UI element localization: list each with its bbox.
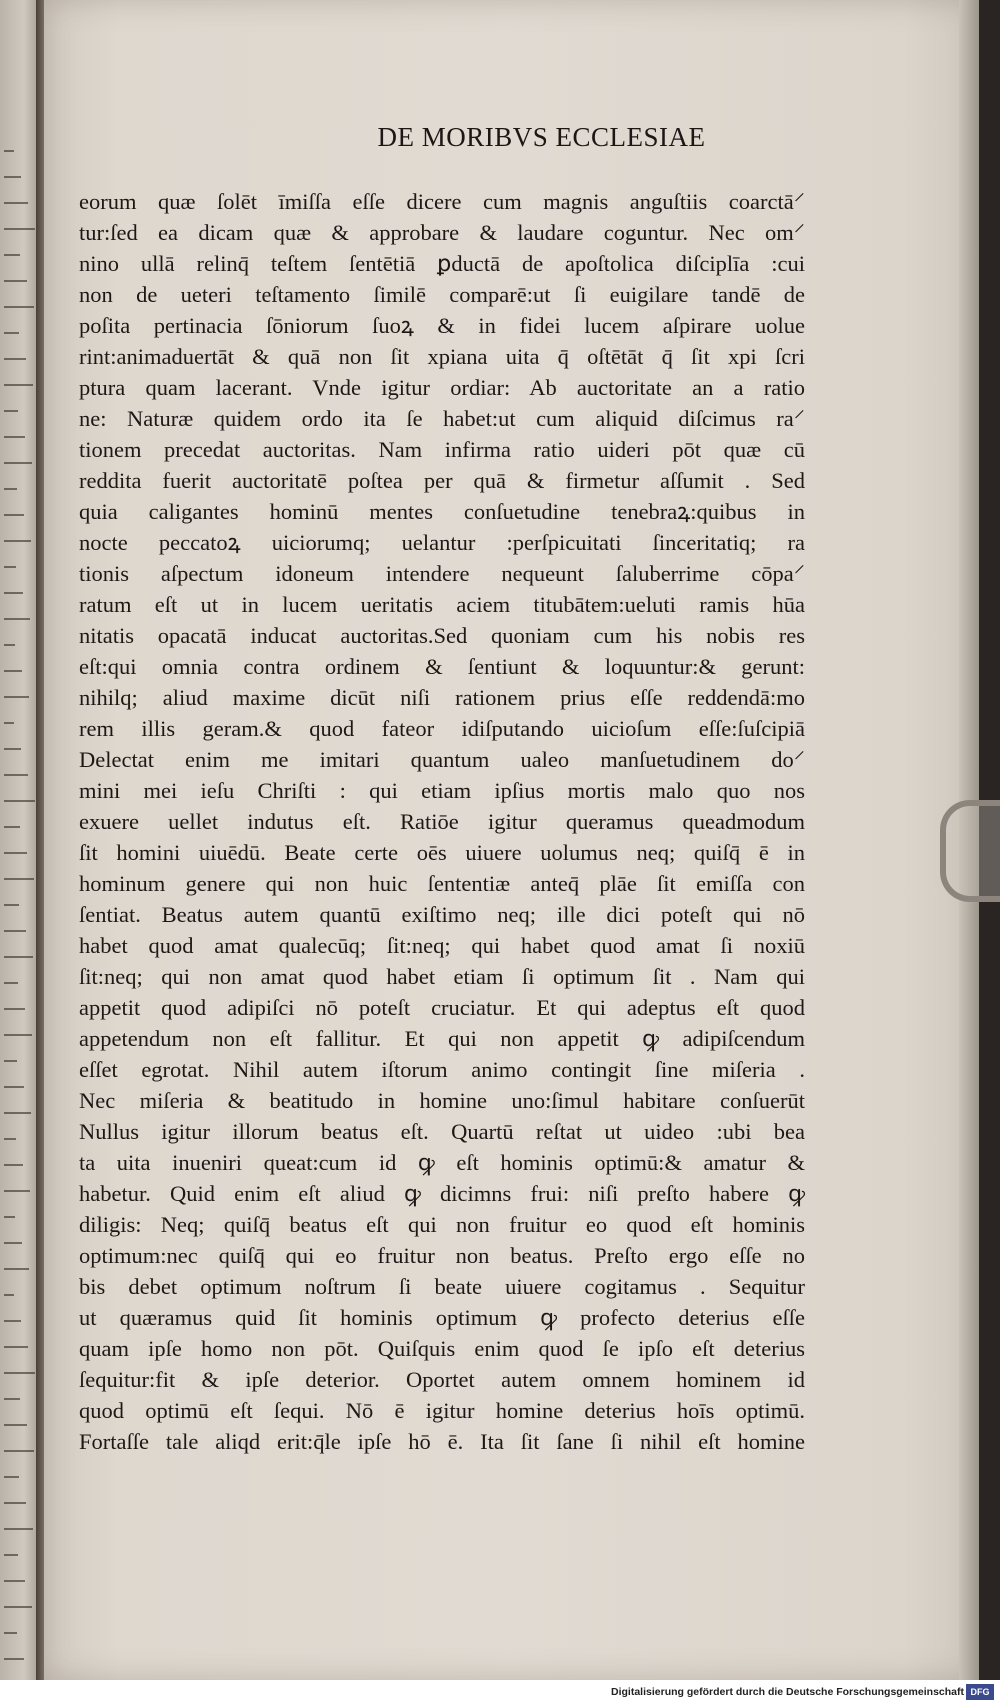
facing-page-text-fragment [4, 1424, 27, 1427]
text-line: tionem precedat auctoritas. Nam infirma ratio uideri pōt quæ cū [79, 437, 805, 462]
text-line: non de ueteri teſtamento ſimilē comparē:ut ſi euigilare tandē de [79, 282, 805, 307]
text-line: diligis: Neq; quiſq̄ beatus eſt qui non fruitur eo quod eſt hominis [79, 1212, 805, 1237]
facing-page-text-fragment [4, 1268, 29, 1271]
facing-page-text-fragment [4, 618, 30, 621]
facing-page-text-fragment [4, 1164, 23, 1167]
running-head [44, 122, 979, 153]
facing-page-text-fragment [4, 306, 34, 309]
text-line: nihilq; aliud maxime dicūt niſi rationem prius eſſe reddendā:mo [79, 685, 805, 710]
facing-page-text-fragment [4, 1320, 21, 1323]
text-line: appetendum non eſt fallitur. Et qui non appetit ꝙ adipiſcendum [79, 1026, 805, 1051]
facing-page-text-fragment [4, 1008, 25, 1011]
text-line: rem illis geram.& quod fateor idiſputando uicioſum eſſe:ſuſcipiā [79, 716, 805, 741]
text-line: appetit quod adipiſci nō poteſt cruciatur. Et qui adeptus eſt quod [79, 995, 805, 1020]
page-sheet [44, 0, 979, 1680]
text-line: tur:ſed ea dicam quæ & approbare & laudare coguntur. Nec om⸍ [79, 220, 805, 245]
text-line: quod optimū eſt ſequi. Nō ē igitur homine deterius hoīs optimū. [79, 1398, 805, 1423]
text-line: quia caligantes hominū mentes conſuetudine tenebraꝝ:quibus in [79, 499, 805, 524]
text-line: eſt:qui omnia contra ordinem & ſentiunt & loquuntur:& gerunt: [79, 654, 805, 679]
facing-page-text-fragment [4, 1476, 19, 1479]
facing-page-text-fragment [4, 1086, 24, 1089]
facing-page-text-fragment [4, 566, 16, 569]
facing-page-text-fragment [4, 332, 19, 335]
text-line: tionis aſpectum idoneum intendere nequeunt ſaluberrime cōpa⸍ [79, 561, 805, 586]
text-line: exuere uellet indutus eſt. Ratiōe igitur queramus queadmodum [79, 809, 805, 834]
facing-page-text-fragment [4, 1372, 35, 1375]
facing-page-text-fragment [4, 1528, 33, 1531]
text-line: ſequitur:fit & ipſe deterior. Oportet autem omnem hominem id [79, 1367, 805, 1392]
facing-page-text-fragment [4, 826, 20, 829]
facing-page-text-fragment [4, 696, 29, 699]
text-line: Nullus igitur illorum beatus eſt. Quartū reſtat ut uideo :ubi bea [79, 1119, 805, 1144]
facing-page-text-fragment [4, 982, 18, 985]
facing-page-text-fragment [4, 1112, 31, 1115]
facing-page-text-fragment [4, 514, 24, 517]
text-line: habetur. Quid enim eſt aliud ꝙ dicimns frui: niſi preſto habere ꝙ [79, 1181, 805, 1206]
facing-page-text-fragment [4, 1138, 16, 1141]
text-line: nitatis opacatā inducat auctoritas.Sed quoniam cum his nobis res [79, 623, 805, 648]
text-line: eorum quæ ſolēt īmiſſa eſſe dicere cum magnis anguſtiis coarctā⸍ [79, 189, 805, 214]
facing-page-text-fragment [4, 1606, 32, 1609]
text-line: optimum:nec quiſq̄ qui eo fruitur non beatus. Preſto ergo eſſe no [79, 1243, 805, 1268]
text-line: ut quæramus quid ſit hominis optimum ꝙ profecto deterius eſſe [79, 1305, 805, 1330]
facing-page-text-fragment [4, 1190, 30, 1193]
facing-page-text-fragment [4, 1632, 17, 1635]
facing-page-text-fragment [4, 644, 15, 647]
text-line: ſentiat. Beatus autem quantū exiſtimo neq; ille dici poteſt qui nō [79, 902, 805, 927]
facing-page-text-fragment [4, 384, 33, 387]
facing-page-text-fragment [4, 410, 18, 413]
facing-page-text-fragment [4, 1034, 32, 1037]
text-line: ratum eſt ut in lucem ueritatis aciem titubātem:ueluti ramis hūa [79, 592, 805, 617]
text-line: habet quod amat qualecūq; ſit:neq; qui habet quod amat ſi noxiū [79, 933, 805, 958]
facing-page-text-fragment [4, 1502, 26, 1505]
facing-page-text-fragment [4, 956, 33, 959]
facing-page-text-fragment [4, 1398, 20, 1401]
facing-page-text-fragment [4, 1242, 22, 1245]
text-line: mini mei ieſu Chriſti : qui etiam ipſius mortis malo quo nos [79, 778, 805, 803]
facing-page-text-fragment [4, 592, 23, 595]
facing-page-text-fragment [4, 280, 27, 283]
facing-page-text-fragment [4, 176, 21, 179]
text-line: ſit:neq; qui non amat quod habet etiam ſi optimum ſit . Nam qui [79, 964, 805, 989]
facing-page-text-fragment [4, 1554, 18, 1557]
facing-page-text-fragment [4, 254, 20, 257]
text-line: rint:animaduertāt & quā non ſit xpiana uita q̄ oſtētāt q̄ ſit xpi ſcri [79, 344, 805, 369]
facing-page-text-fragment [4, 1580, 25, 1583]
facing-page-text-fragment [4, 748, 21, 751]
text-line: ne: Naturæ quidem ordo ita ſe habet:ut cum aliquid diſcimus ra⸍ [79, 406, 805, 431]
facing-page-text-fragment [4, 462, 32, 465]
facing-page-text-fragment [4, 358, 26, 361]
text-line: nocte peccatoꝝ uiciorumq; uelantur :perſpicuitati ſinceritatiq; ra [79, 530, 805, 555]
text-line: nino ullā relinq̄ teſtem ſentētiā ꝑductā de apoſtolica diſciplīa :cui [79, 251, 805, 276]
text-line: reddita fuerit auctoritatē poſtea per quā & firmetur aſſumit . Sed [79, 468, 805, 493]
text-block [79, 186, 805, 1457]
text-line: hominum genere qui non huic ſententiæ anteq̄ plāe ſit emiſſa con [79, 871, 805, 896]
facing-page-text-fragment [4, 1450, 34, 1453]
facing-page-text-fragment [4, 774, 28, 777]
running-head-text: DE MORIBVS ECCLESIAE [377, 122, 706, 152]
facing-page-text-fragment [4, 1294, 14, 1297]
facing-page-text-fragment [4, 202, 28, 205]
digitization-credit: Digitalisierung gefördert durch die Deutsche Forschungsgemeinschaft [611, 1686, 964, 1698]
facing-page-edge [0, 0, 40, 1707]
facing-page-text-fragment [4, 540, 31, 543]
facing-page-text-fragment [4, 436, 25, 439]
facing-page-text-fragment [4, 904, 19, 907]
text-line: eſſet egrotat. Nihil autem iſtorum animo contingit ſine miſeria . [79, 1057, 805, 1082]
facing-page-text-fragment [4, 1658, 24, 1661]
facing-page-text-fragment [4, 1216, 15, 1219]
facing-page-text-fragment [4, 800, 35, 803]
facing-page-text-fragment [4, 722, 14, 725]
text-line: quam ipſe homo non pōt. Quiſquis enim quod ſe ipſo eſt deterius [79, 1336, 805, 1361]
text-line: Fortaſſe tale aliqd erit:q̄le ipſe hō ē. Ita ſit ſane ſi nihil eſt homine [79, 1429, 805, 1454]
text-line: ſit homini uiuēdū. Beate certe oēs uiuere uolumus neq; quiſq̄ ē in [79, 840, 805, 865]
dfg-logo: DFG [966, 1684, 994, 1700]
facing-page-text-fragment [4, 1346, 28, 1349]
facing-page-text-fragment [4, 670, 22, 673]
facing-page-text-fragment [4, 1060, 17, 1063]
facing-page-text-fragment [4, 228, 35, 231]
text-line: bis debet optimum noſtrum ſi beate uiuere cogitamus . Sequitur [79, 1274, 805, 1299]
book-clasp [940, 800, 1000, 902]
text-line: Delectat enim me imitari quantum ualeo manſuetudinem do⸍ [79, 747, 805, 772]
facing-page-text-fragment [4, 852, 27, 855]
facing-page-text-fragment [4, 488, 17, 491]
text-line: poſita pertinacia ſōniorum ſuoꝝ & in fidei lucem aſpirare uolue [79, 313, 805, 338]
text-line: ta uita inueniri queat:cum id ꝙ eſt hominis optimū:& amatur & [79, 1150, 805, 1175]
text-line: ptura quam lacerant. Vnde igitur ordiar: Ab auctoritate an a ratio [79, 375, 805, 400]
facing-page-text-fragment [4, 150, 14, 153]
text-line: Nec miſeria & beatitudo in homine uno:ſimul habitare conſuerūt [79, 1088, 805, 1113]
facing-page-text-fragment [4, 878, 34, 881]
facing-page-text-fragment [4, 930, 26, 933]
